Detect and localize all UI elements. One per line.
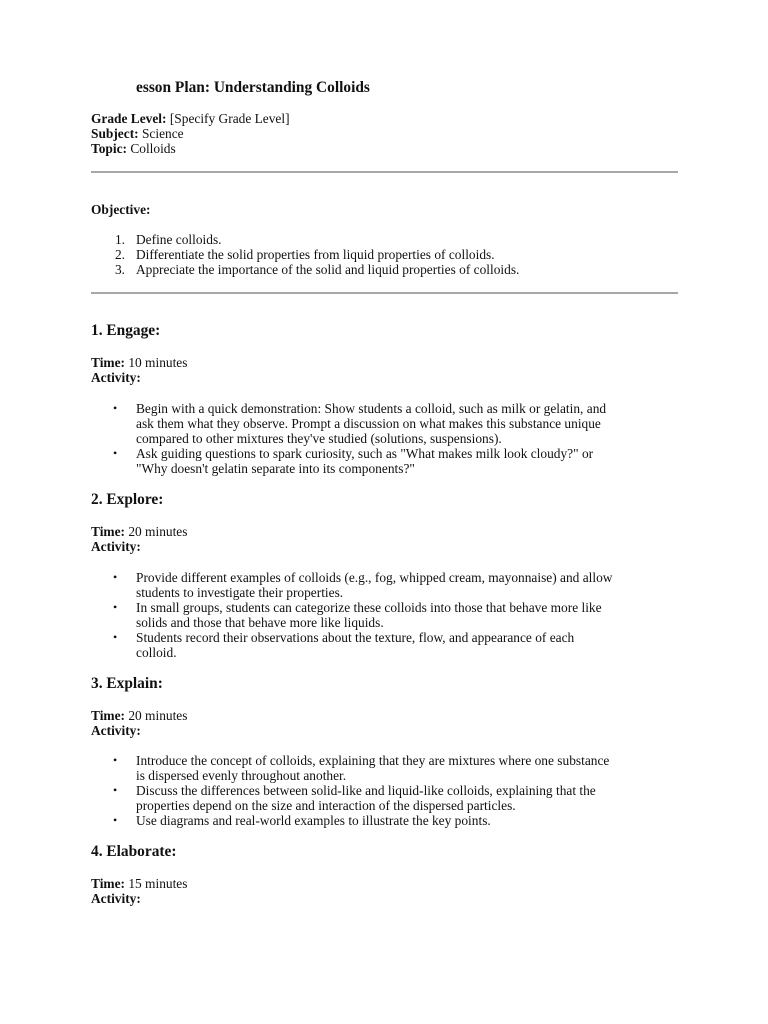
list-number: 1.: [114, 232, 125, 247]
activity-label: Activity:: [91, 891, 141, 906]
horizontal-divider: [91, 171, 678, 173]
activity-label: Activity:: [91, 539, 141, 554]
bullet-icon: •: [113, 813, 118, 827]
list-item: [91, 232, 678, 247]
time-label: Time:: [91, 524, 125, 539]
section-time-explain: [91, 708, 678, 738]
time-label: Time:: [91, 355, 125, 370]
activity-line: [91, 891, 678, 906]
list-item-line: students to investigate their properties.: [136, 585, 344, 600]
bullet-icon: •: [113, 753, 118, 767]
list-item-line: colloid.: [136, 645, 177, 660]
section-heading-explore: 2. Explore:: [91, 491, 164, 508]
list-item: [91, 813, 678, 828]
list-item-line: In small groups, students can categorize these colloids into those that behave more like: [136, 600, 602, 615]
list-item-line: properties depend on the size and interaction of the dispersed particles.: [136, 798, 516, 813]
list-item-text: Define colloids.: [136, 232, 222, 247]
list-item: [91, 570, 678, 600]
list-item-line: solids and those that behave more like liquids.: [136, 615, 384, 630]
list-item-line: Introduce the concept of colloids, explaining that they are mixtures where one substance: [136, 753, 610, 768]
list-item: [91, 247, 678, 262]
activity-line: [91, 723, 678, 738]
list-item-line: ask them what they observe. Prompt a discussion on what makes this substance unique: [136, 416, 601, 431]
section-heading-explain: 3. Explain:: [91, 675, 163, 692]
list-item: [91, 630, 678, 660]
objective-list: [91, 232, 678, 277]
list-item-line: compared to other mixtures they've studied (solutions, suspensions).: [136, 431, 502, 446]
meta-value: Colloids: [126, 141, 176, 156]
section-heading-elaborate: 4. Elaborate:: [91, 843, 177, 860]
time-line: [91, 876, 678, 891]
list-item-text: Differentiate the solid properties from liquid properties of colloids.: [136, 247, 495, 262]
section-time-elaborate: [91, 876, 678, 906]
time-label: Time:: [91, 708, 125, 723]
meta-label: Topic:: [91, 141, 127, 156]
bullet-icon: •: [113, 783, 118, 797]
time-line: [91, 708, 678, 723]
section-time-engage: [91, 355, 678, 385]
meta-subject: [91, 126, 678, 141]
bullet-icon: •: [113, 570, 118, 584]
activity-list-explore: [91, 570, 678, 660]
list-item-text: Appreciate the importance of the solid and liquid properties of colloids.: [136, 262, 520, 277]
activity-label: Activity:: [91, 723, 141, 738]
list-item-line: Students record their observations about the texture, flow, and appearance of each: [136, 630, 575, 645]
list-number: 2.: [114, 247, 125, 262]
list-item-line: Discuss the differences between solid-like and liquid-like colloids, explaining that the: [136, 783, 596, 798]
activity-list-explain: [91, 753, 678, 828]
bullet-icon: •: [113, 600, 118, 614]
time-value: 10 minutes: [124, 355, 188, 370]
activity-list-engage: [91, 401, 678, 476]
list-number: 3.: [114, 262, 125, 277]
bullet-icon: •: [113, 446, 118, 460]
list-item: [91, 783, 678, 813]
meta-value: [Specify Grade Level]: [166, 111, 290, 126]
list-item-line: Use diagrams and real-world examples to illustrate the key points.: [136, 813, 491, 828]
activity-line: [91, 539, 678, 554]
bullet-icon: •: [113, 630, 118, 644]
time-value: 15 minutes: [124, 876, 188, 891]
list-item-line: is dispersed evenly throughout another.: [136, 768, 347, 783]
page-title: esson Plan: Understanding Colloids: [136, 79, 370, 96]
bullet-icon: •: [113, 401, 118, 415]
time-value: 20 minutes: [124, 708, 188, 723]
meta-label: Grade Level:: [91, 111, 167, 126]
list-item-line: "Why doesn't gelatin separate into its components?": [136, 461, 415, 476]
list-item: [91, 600, 678, 630]
time-label: Time:: [91, 876, 125, 891]
time-value: 20 minutes: [124, 524, 188, 539]
activity-label: Activity:: [91, 370, 141, 385]
section-heading-engage: 1. Engage:: [91, 322, 161, 339]
meta-label: Subject:: [91, 126, 139, 141]
activity-line: [91, 370, 678, 385]
list-item: [91, 446, 678, 476]
list-item: [91, 753, 678, 783]
horizontal-divider: [91, 292, 678, 294]
list-item-line: Ask guiding questions to spark curiosity, such as "What makes milk look cloudy?" or: [136, 446, 594, 461]
meta-topic: [91, 141, 678, 156]
list-item-line: Begin with a quick demonstration: Show students a colloid, such as milk or gelatin, and: [136, 401, 607, 416]
list-item: [91, 262, 678, 277]
meta-value: Science: [138, 126, 184, 141]
objective-heading: Objective:: [91, 202, 151, 217]
time-line: [91, 524, 678, 539]
meta-grade-level: [91, 111, 678, 126]
time-line: [91, 355, 678, 370]
lesson-meta: [91, 111, 678, 156]
list-item-line: Provide different examples of colloids (e.g., fog, whipped cream, mayonnaise) and allow: [136, 570, 613, 585]
section-time-explore: [91, 524, 678, 554]
list-item: [91, 401, 678, 446]
